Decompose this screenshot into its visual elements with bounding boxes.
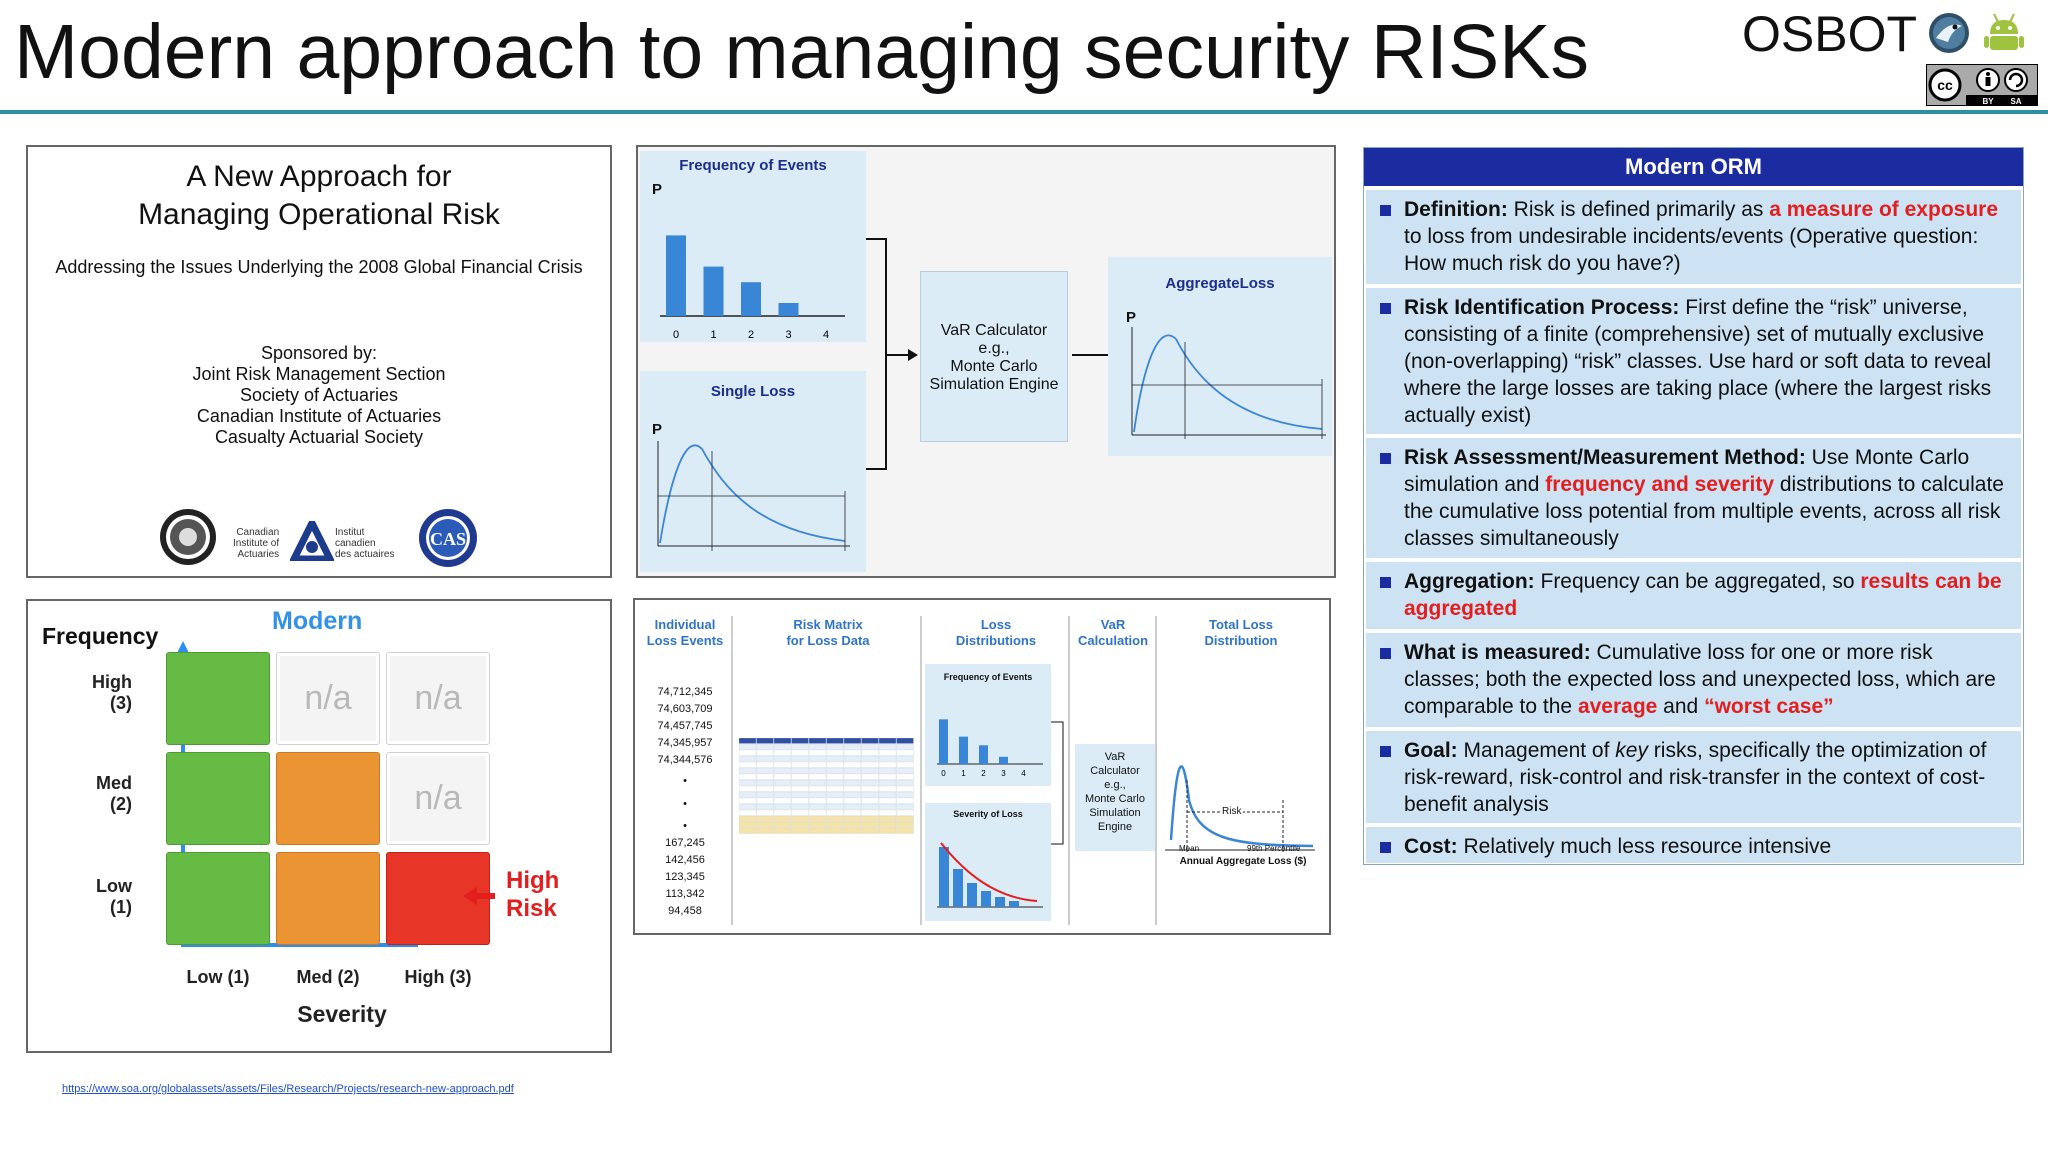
col-label-med: Med (2)	[296, 967, 360, 987]
svg-text:BY: BY	[1982, 97, 1994, 106]
cas-logo-icon	[417, 507, 479, 569]
table-cell	[862, 792, 879, 798]
cover-subtitle: Addressing the Issues Underlying the 2008 Global Financial Crisis	[55, 257, 583, 277]
table-cell	[844, 810, 861, 816]
table-cell	[897, 786, 914, 792]
table-cell	[844, 816, 861, 822]
chart-title: Frequency of Events	[679, 157, 827, 174]
table-cell	[844, 756, 861, 762]
table-cell	[739, 738, 756, 744]
frequency-bar	[939, 719, 948, 764]
mini-var-calculator-box: VaR Calculator e.g., Monte Carlo Simulation Engine	[1075, 744, 1155, 851]
col-header-total-loss-distribution: Total Loss Distribution	[1204, 617, 1278, 648]
sponsor-line: Sponsored by:	[260, 343, 378, 363]
bullet-icon	[1380, 842, 1391, 853]
table-cell	[774, 762, 791, 768]
table-cell	[862, 810, 879, 816]
table-cell	[774, 804, 791, 810]
table-cell	[792, 798, 809, 804]
table-cell	[844, 780, 861, 786]
table-cell	[774, 744, 791, 750]
aggregate-loss-axis-label: Annual Aggregate Loss ($)	[1179, 856, 1307, 867]
table-cell	[897, 822, 914, 828]
table-cell	[844, 768, 861, 774]
cover-title-line2: Managing Operational Risk	[138, 198, 500, 231]
table-cell	[792, 804, 809, 810]
table-cell	[739, 762, 756, 768]
loss-process-diagram	[633, 598, 1331, 935]
table-cell	[809, 828, 826, 834]
axis-label-p: P	[1126, 309, 1137, 326]
table-cell	[862, 786, 879, 792]
table-cell	[827, 774, 844, 780]
orm-row-identification: Risk Identification Process: First define the “risk” universe, consisting of a finite (comprehensive) set of mutually exclusive (non-overlapping) “risk” classes. Use hard or soft data to reveal where the large losses are taking place (where the largest risks actually exist)	[1366, 288, 2021, 434]
frequency-axis-title: Frequency	[42, 623, 159, 649]
table-cell	[792, 810, 809, 816]
table-cell	[774, 792, 791, 798]
table-cell	[897, 756, 914, 762]
tick-label: 0	[941, 769, 946, 778]
col-header-loss-distributions: Loss Distributions	[955, 617, 1037, 648]
modern-orm-panel	[1363, 147, 2024, 865]
table-cell	[739, 798, 756, 804]
table-cell	[809, 738, 826, 744]
table-cell	[809, 780, 826, 786]
table-cell	[897, 792, 914, 798]
table-cell	[792, 816, 809, 822]
table-cell	[897, 774, 914, 780]
aggregate-loss-curve	[1108, 257, 1332, 456]
table-cell	[827, 810, 844, 816]
table-cell	[879, 792, 896, 798]
table-cell	[757, 768, 774, 774]
table-cell	[792, 744, 809, 750]
table-cell	[827, 822, 844, 828]
table-cell	[792, 822, 809, 828]
table-cell	[809, 798, 826, 804]
cell-freq-med-sev-high: n/a	[386, 752, 490, 845]
table-cell	[879, 786, 896, 792]
table-cell	[879, 768, 896, 774]
table-cell	[862, 828, 879, 834]
orm-header: Modern ORM	[1364, 148, 2023, 186]
tick-label: 1	[961, 769, 966, 778]
android-robot-icon	[1982, 10, 2026, 58]
arrow-left-icon	[461, 886, 501, 906]
table-cell	[827, 816, 844, 822]
cover-title-line1: A New Approach for	[186, 160, 452, 193]
table-cell	[809, 762, 826, 768]
table-cell	[757, 816, 774, 822]
table-cell	[757, 810, 774, 816]
table-cell	[757, 798, 774, 804]
frequency-bar	[979, 745, 988, 764]
table-cell	[844, 750, 861, 756]
frequency-bar	[704, 267, 724, 316]
source-link[interactable]: https://www.soa.org/globalassets/assets/Files/Research/Projects/research-new-approach.pdf	[62, 1083, 514, 1095]
table-cell	[897, 744, 914, 750]
mini-severity-chart: Severity of Loss	[925, 803, 1051, 921]
tick-label: 0	[672, 329, 680, 341]
bullet-icon	[1380, 648, 1391, 659]
table-cell	[774, 786, 791, 792]
svg-text:CAS: CAS	[429, 529, 467, 549]
orm-row-measured: What is measured: Cumulative loss for one or more risk classes; both the expected loss and unexpected loss, which are comparable to the average and “worst case”	[1366, 633, 2021, 727]
col-header-individual-loss-events: Individual Loss Events	[646, 617, 724, 648]
table-cell	[792, 828, 809, 834]
table-cell	[897, 810, 914, 816]
table-cell	[757, 822, 774, 828]
table-cell	[827, 738, 844, 744]
table-cell	[862, 798, 879, 804]
table-cell	[757, 756, 774, 762]
table-cell	[739, 780, 756, 786]
table-cell	[862, 744, 879, 750]
modern-risk-matrix	[26, 599, 612, 1053]
table-cell	[862, 750, 879, 756]
total-loss-curve	[1163, 730, 1323, 860]
table-cell	[757, 792, 774, 798]
cell-freq-med-sev-low	[166, 752, 270, 845]
table-cell	[844, 792, 861, 798]
table-cell	[757, 762, 774, 768]
table-cell	[739, 822, 756, 828]
table-cell	[879, 810, 896, 816]
table-cell	[739, 756, 756, 762]
matrix-title: Modern	[272, 607, 363, 635]
table-cell	[879, 816, 896, 822]
sponsor-line: Casualty Actuarial Society	[214, 427, 424, 447]
frequency-bars	[640, 151, 866, 342]
table-cell	[844, 786, 861, 792]
table-cell	[879, 774, 896, 780]
table-cell	[792, 774, 809, 780]
owasp-logo-icon	[1928, 12, 1970, 54]
svg-text:cc: cc	[1937, 77, 1953, 93]
table-cell	[897, 738, 914, 744]
table-cell	[879, 750, 896, 756]
table-cell	[757, 780, 774, 786]
row-label-low: Low (1)	[96, 876, 132, 917]
table-cell	[774, 828, 791, 834]
tick-label: 4	[822, 329, 830, 341]
table-cell	[757, 738, 774, 744]
cell-freq-med-sev-med	[276, 752, 380, 845]
table-cell	[809, 822, 826, 828]
table-cell	[897, 828, 914, 834]
mean-label: Mean	[1179, 844, 1200, 853]
table-cell	[792, 738, 809, 744]
table-cell	[862, 774, 879, 780]
table-cell	[862, 804, 879, 810]
table-cell	[739, 810, 756, 816]
mini-frequency-chart: Frequency of Events 0 1 2 3 4	[925, 664, 1051, 786]
table-cell	[827, 780, 844, 786]
table-cell	[757, 804, 774, 810]
table-cell	[757, 744, 774, 750]
table-cell	[827, 756, 844, 762]
cell-freq-high-sev-med: n/a	[276, 652, 380, 745]
table-cell	[774, 774, 791, 780]
frequency-bar	[999, 757, 1008, 764]
table-cell	[844, 804, 861, 810]
table-cell	[862, 768, 879, 774]
cia-french-name: Institut canadien des actuaires	[335, 527, 395, 560]
table-cell	[739, 768, 756, 774]
tick-label: 3	[1001, 769, 1006, 778]
orm-row-assessment: Risk Assessment/Measurement Method: Use Monte Carlo simulation and frequency and severity distributions to calculate the cumulative loss potential from multiple events, across all risk classes simultaneously	[1366, 438, 2021, 558]
title-underline	[0, 110, 2048, 114]
tick-label: 2	[747, 329, 755, 341]
table-cell	[774, 780, 791, 786]
sponsor-line: Joint Risk Management Section	[192, 364, 446, 384]
table-cell	[844, 738, 861, 744]
tick-label: 4	[1021, 769, 1026, 778]
table-cell	[792, 750, 809, 756]
table-cell	[897, 816, 914, 822]
table-cell	[827, 786, 844, 792]
frequency-bar	[959, 737, 968, 764]
table-cell	[774, 798, 791, 804]
table-cell	[844, 762, 861, 768]
frequency-of-events-chart	[640, 151, 866, 342]
table-cell	[862, 756, 879, 762]
risk-aggregation-flow-diagram	[636, 145, 1336, 578]
table-cell	[879, 828, 896, 834]
table-cell	[862, 780, 879, 786]
risk-label: Risk	[1222, 806, 1242, 817]
table-cell	[792, 762, 809, 768]
table-cell	[897, 780, 914, 786]
cell-freq-low-sev-low	[166, 852, 270, 945]
table-cell	[879, 804, 896, 810]
cell-freq-low-sev-med	[276, 852, 380, 945]
table-cell	[809, 816, 826, 822]
table-cell	[792, 756, 809, 762]
cell-freq-high-sev-low	[166, 652, 270, 745]
table-cell	[809, 792, 826, 798]
table-cell	[739, 774, 756, 780]
col-header-var-calculation: VaR Calculation	[1077, 617, 1149, 648]
tick-label: 2	[981, 769, 986, 778]
cc-by-sa-license-icon	[1926, 64, 2038, 106]
table-cell	[827, 798, 844, 804]
table-cell	[774, 768, 791, 774]
aggregate-loss-chart	[1108, 257, 1332, 456]
tick-label: 3	[785, 329, 792, 341]
table-cell	[809, 744, 826, 750]
bullet-icon	[1380, 453, 1391, 464]
col-label-high: High (3)	[404, 967, 472, 987]
table-cell	[757, 750, 774, 756]
table-cell	[774, 738, 791, 744]
table-cell	[879, 780, 896, 786]
table-cell	[879, 762, 896, 768]
table-cell	[739, 816, 756, 822]
table-cell	[739, 750, 756, 756]
table-cell	[844, 798, 861, 804]
report-cover-thumbnail	[26, 145, 612, 578]
slide-title: Modern approach to managing security RISKs	[14, 9, 1590, 95]
table-cell	[897, 750, 914, 756]
chart-title: AggregateLoss	[1165, 275, 1275, 292]
table-cell	[879, 798, 896, 804]
table-cell	[897, 768, 914, 774]
frequency-bar	[741, 282, 761, 316]
table-cell	[879, 756, 896, 762]
col-label-low: Low (1)	[186, 967, 250, 987]
table-cell	[879, 822, 896, 828]
table-cell	[897, 798, 914, 804]
table-cell	[739, 786, 756, 792]
table-cell	[792, 792, 809, 798]
table-cell	[844, 744, 861, 750]
cell-freq-high-sev-high: n/a	[386, 652, 490, 745]
col-header-risk-matrix: Risk Matrix for Loss Data	[786, 617, 870, 648]
table-cell	[897, 804, 914, 810]
table-cell	[739, 792, 756, 798]
table-cell	[809, 756, 826, 762]
table-cell	[739, 804, 756, 810]
cia-english-name: Canadian Institute of Actuaries	[233, 527, 280, 560]
table-cell	[844, 828, 861, 834]
frequency-bar	[779, 303, 799, 316]
table-cell	[809, 786, 826, 792]
table-cell	[827, 768, 844, 774]
loss-events-list: 74,712,345 74,603,709 74,457,745 74,345,957 74,344,576 • • • 167,245 142,456 123,345 113,342 94,458	[657, 686, 713, 917]
single-loss-curve	[640, 371, 866, 572]
table-cell	[862, 816, 879, 822]
table-cell	[827, 828, 844, 834]
bullet-icon	[1380, 577, 1391, 588]
single-loss-chart	[640, 371, 866, 572]
risk-matrix-table-thumbnail	[739, 738, 915, 836]
osbot-brand: OSBOT	[1742, 6, 1918, 62]
tick-label: 1	[710, 329, 717, 341]
table-cell	[809, 774, 826, 780]
table-cell	[792, 768, 809, 774]
table-cell	[827, 744, 844, 750]
row-label-med: Med (2)	[96, 773, 132, 814]
table-cell	[757, 786, 774, 792]
table-cell	[774, 822, 791, 828]
table-cell	[809, 810, 826, 816]
table-cell	[827, 750, 844, 756]
table-cell	[879, 744, 896, 750]
table-cell	[757, 774, 774, 780]
table-cell	[774, 756, 791, 762]
high-risk-callout: High Risk	[506, 867, 560, 922]
table-cell	[827, 762, 844, 768]
table-cell	[879, 738, 896, 744]
orm-row-goal: Goal: Management of key risks, specifically the optimization of risk-reward, risk-control and risk-transfer in the context of cost-benefit analysis	[1366, 731, 2021, 823]
orm-row-definition: Definition: Risk is defined primarily as a measure of exposure to loss from undesirable incidents/events (Operative question: How much risk do you have?)	[1366, 190, 2021, 284]
sponsor-line: Society of Actuaries	[239, 385, 399, 405]
bullet-icon	[1380, 303, 1391, 314]
table-cell	[897, 762, 914, 768]
table-cell	[792, 786, 809, 792]
society-of-actuaries-seal-icon	[158, 507, 218, 567]
table-cell	[862, 738, 879, 744]
table-cell	[844, 774, 861, 780]
table-cell	[862, 762, 879, 768]
orm-row-aggregation: Aggregation: Frequency can be aggregated, so results can be aggregated	[1366, 562, 2021, 629]
bullet-icon	[1380, 746, 1391, 757]
table-cell	[827, 804, 844, 810]
bracket	[1051, 720, 1073, 850]
table-cell	[774, 816, 791, 822]
table-cell	[809, 768, 826, 774]
frequency-bar	[666, 235, 686, 316]
percentile-label: 99th Percentile	[1247, 844, 1301, 853]
svg-text:SA: SA	[2010, 97, 2022, 106]
sponsor-line: Canadian Institute of Actuaries	[196, 406, 442, 426]
table-cell	[844, 822, 861, 828]
table-cell	[774, 810, 791, 816]
row-label-high: High (3)	[92, 672, 132, 713]
table-cell	[809, 804, 826, 810]
orm-row-cost: Cost: Relatively much less resource intensive	[1366, 827, 2021, 863]
axis-label-p: P	[652, 421, 663, 438]
chart-title: Single Loss	[710, 383, 796, 400]
severity-axis-title: Severity	[297, 1001, 387, 1027]
cia-logo-icon	[290, 521, 334, 561]
table-cell	[827, 792, 844, 798]
table-cell	[757, 828, 774, 834]
bullet-icon	[1380, 205, 1391, 216]
table-cell	[739, 828, 756, 834]
table-cell	[739, 744, 756, 750]
var-calculator-box: VaR Calculator e.g., Monte Carlo Simulation Engine	[920, 271, 1068, 442]
axis-label-p: P	[652, 181, 663, 198]
table-cell	[809, 750, 826, 756]
table-cell	[774, 750, 791, 756]
table-cell	[792, 780, 809, 786]
table-cell	[862, 822, 879, 828]
